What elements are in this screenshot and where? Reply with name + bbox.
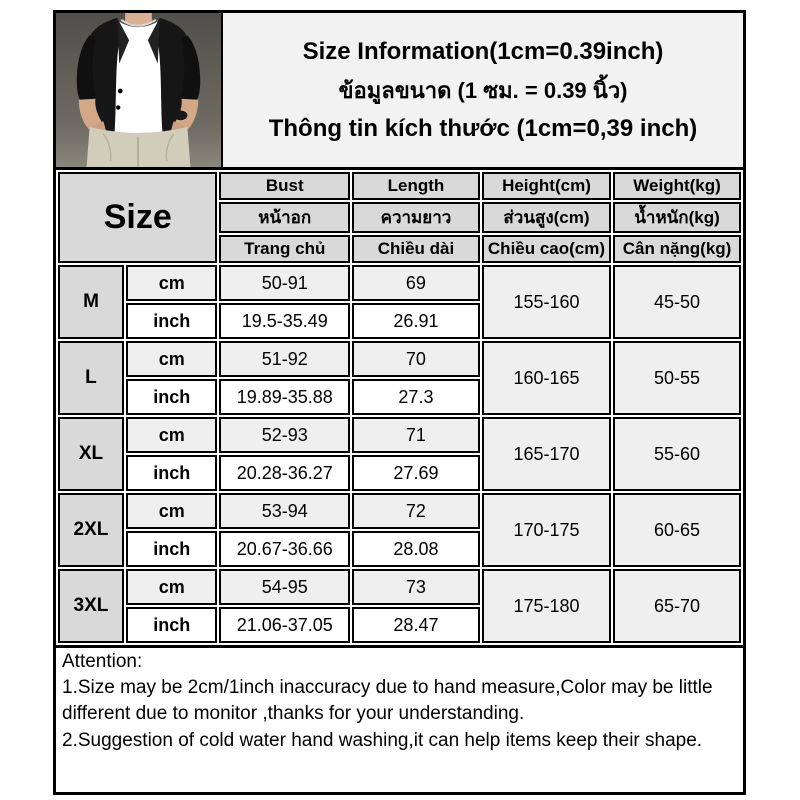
attention-line-2: 2.Suggestion of cold water hand washing,it can help items keep their shape.: [62, 729, 703, 751]
attention-line-1: 1.Size may be 2cm/1inch inaccuracy due to hand measure,Color may be little different due to monitor ,thanks for your understanding.: [62, 677, 713, 725]
bust-cm-3xl: 54-95: [219, 569, 350, 605]
row-3xl-cm: [58, 569, 741, 605]
attention-box: [53, 645, 746, 795]
header-weight-th: น้ำหนัก(kg): [613, 202, 741, 233]
header-length-en: Length: [352, 172, 480, 200]
bust-inch-xl: 20.28-36.27: [219, 455, 350, 491]
weight-xl: 55-60: [613, 417, 741, 491]
weight-m: 45-50: [613, 265, 741, 339]
size-label-xl: XL: [58, 417, 124, 491]
length-cm-2xl: 72: [352, 493, 480, 529]
length-inch-m: 26.91: [352, 303, 480, 339]
row-xl-cm: [58, 417, 741, 453]
unit-cm: cm: [126, 341, 218, 377]
header-weight-vi: Cân nặng(kg): [613, 235, 741, 263]
size-label-m: M: [58, 265, 124, 339]
man-in-blazer-illustration: [56, 13, 221, 167]
size-corner-label: Size: [58, 172, 217, 263]
product-photo: [56, 13, 223, 167]
length-cm-l: 70: [352, 341, 480, 377]
unit-cm: cm: [126, 265, 218, 301]
length-inch-xl: 27.69: [352, 455, 480, 491]
length-cm-xl: 71: [352, 417, 480, 453]
unit-inch: inch: [126, 455, 218, 491]
weight-l: 50-55: [613, 341, 741, 415]
length-cm-3xl: 73: [352, 569, 480, 605]
size-label-2xl: 2XL: [58, 493, 124, 567]
header-height-vi: Chiều cao(cm): [482, 235, 611, 263]
bust-inch-3xl: 21.06-37.05: [219, 607, 350, 643]
header-weight-en: Weight(kg): [613, 172, 741, 200]
unit-inch: inch: [126, 607, 218, 643]
bust-inch-2xl: 20.67-36.66: [219, 531, 350, 567]
header-length-th: ความยาว: [352, 202, 480, 233]
row-2xl-cm: [58, 493, 741, 529]
header-height-th: ส่วนสูง(cm): [482, 202, 611, 233]
bust-inch-m: 19.5-35.49: [219, 303, 350, 339]
header-bust-vi: Trang chủ: [219, 235, 350, 263]
row-l-cm: [58, 341, 741, 377]
weight-2xl: 60-65: [613, 493, 741, 567]
unit-cm: cm: [126, 569, 218, 605]
title-vietnamese: Thông tin kích thước (1cm=0,39 inch): [268, 114, 698, 142]
title-thai: ข้อมูลขนาด (1 ซม. = 0.39 นิ้ว): [338, 77, 628, 103]
height-2xl: 170-175: [482, 493, 611, 567]
height-xl: 165-170: [482, 417, 611, 491]
attention-heading: Attention:: [62, 651, 143, 672]
size-chart-sheet: [53, 10, 746, 795]
unit-cm: cm: [126, 493, 218, 529]
unit-cm: cm: [126, 417, 218, 453]
length-inch-l: 27.3: [352, 379, 480, 415]
size-label-l: L: [58, 341, 124, 415]
unit-inch: inch: [126, 531, 218, 567]
length-inch-3xl: 28.47: [352, 607, 480, 643]
size-label-3xl: 3XL: [58, 569, 124, 643]
weight-3xl: 65-70: [613, 569, 741, 643]
unit-inch: inch: [126, 303, 218, 339]
height-m: 155-160: [482, 265, 611, 339]
header-row-english: [58, 172, 741, 200]
row-m-cm: [58, 265, 741, 301]
length-cm-m: 69: [352, 265, 480, 301]
length-inch-2xl: 28.08: [352, 531, 480, 567]
bust-cm-m: 50-91: [219, 265, 350, 301]
header-length-vi: Chiều dài: [352, 235, 480, 263]
header-bust-en: Bust: [219, 172, 350, 200]
unit-inch: inch: [126, 379, 218, 415]
height-l: 160-165: [482, 341, 611, 415]
bust-cm-2xl: 53-94: [219, 493, 350, 529]
bust-cm-l: 51-92: [219, 341, 350, 377]
header-height-en: Height(cm): [482, 172, 611, 200]
title-english: Size Information(1cm=0.39inch): [302, 37, 664, 65]
size-table: [53, 167, 746, 648]
bust-inch-l: 19.89-35.88: [219, 379, 350, 415]
height-3xl: 175-180: [482, 569, 611, 643]
top-block: [53, 10, 746, 170]
title-block: [223, 13, 743, 167]
header-bust-th: หน้าอก: [219, 202, 350, 233]
bust-cm-xl: 52-93: [219, 417, 350, 453]
